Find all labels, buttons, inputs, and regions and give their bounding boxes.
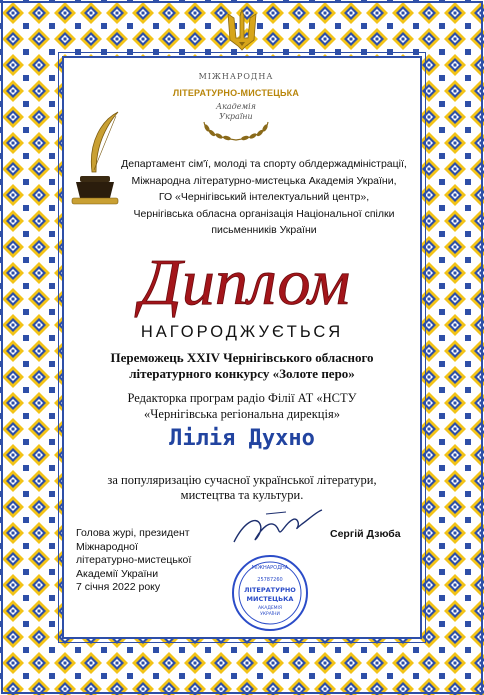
award-reason: [0, 473, 484, 503]
reason-line2: мистецтва та культури.: [180, 488, 304, 502]
jury-date: 7 січня 2022 року: [76, 581, 161, 593]
stamp-line4: УКРАЇНИ: [260, 612, 280, 617]
organizers-block: [104, 156, 424, 239]
winner-title: [0, 350, 484, 382]
academy-logo-line3: Академія: [216, 102, 256, 111]
role-line1: Редакторка програм радіо Філії АТ «НСТУ: [127, 391, 357, 405]
organizer-line: ГО «Чернігівський інтелектуальний центр»,: [158, 191, 370, 203]
signatory-name: Сергій Дзюба: [330, 528, 401, 540]
awarded-heading: НАГОРОДЖУЄТЬСЯ: [140, 323, 344, 341]
jury-line: літературно-мистецької: [76, 554, 192, 566]
academy-logo-line1: МІЖНАРОДНА: [198, 72, 274, 81]
reason-line1: за популяризацію сучасної української літератури,: [107, 473, 377, 487]
stamp-top-text: МІЖНАРОДНА: [251, 565, 289, 571]
winner-line1: Переможець XXIV Чернігівського обласного: [110, 350, 374, 365]
organizer-line: Міжнародна літературно-мистецька Академія України,: [131, 174, 397, 187]
official-stamp: [230, 553, 310, 633]
stamp-code: 25787260: [257, 577, 283, 583]
jury-line: Академії України: [76, 567, 159, 580]
recipient-role: [0, 390, 484, 422]
role-line2: «Чернігівська регіональна дирекція»: [144, 407, 340, 421]
jury-block: [76, 527, 216, 595]
organizer-line: Чернігівська обласна організація Національної спілки: [133, 207, 395, 220]
recipient-name: Лілія Духно: [169, 426, 315, 451]
stamp-line3: АКАДЕМІЯ: [257, 606, 283, 611]
trident-icon: [222, 8, 262, 52]
diploma-title: [70, 232, 420, 328]
winner-line2: літературного конкурсу «Золоте перо»: [129, 366, 355, 381]
academy-logo: [168, 66, 304, 142]
organizer-line: Департамент сім'ї, молоді та спорту облдержадміністрації,: [121, 158, 407, 170]
stamp-line2: МИСТЕЦЬКА: [246, 595, 294, 603]
stamp-line1: ЛІТЕРАТУРНО: [244, 586, 296, 594]
handwritten-signature: [226, 502, 326, 554]
academy-logo-line4: України: [219, 112, 253, 121]
academy-logo-line2: ЛІТЕРАТУРНО-МИСТЕЦЬКА: [172, 88, 300, 98]
jury-line: Голова журі, президент: [76, 527, 190, 539]
organizer-line: письменників України: [211, 224, 317, 236]
jury-line: Міжнародної: [76, 540, 138, 553]
laurel-icon: [198, 118, 274, 144]
diploma-title-text: Диплом: [139, 246, 351, 319]
